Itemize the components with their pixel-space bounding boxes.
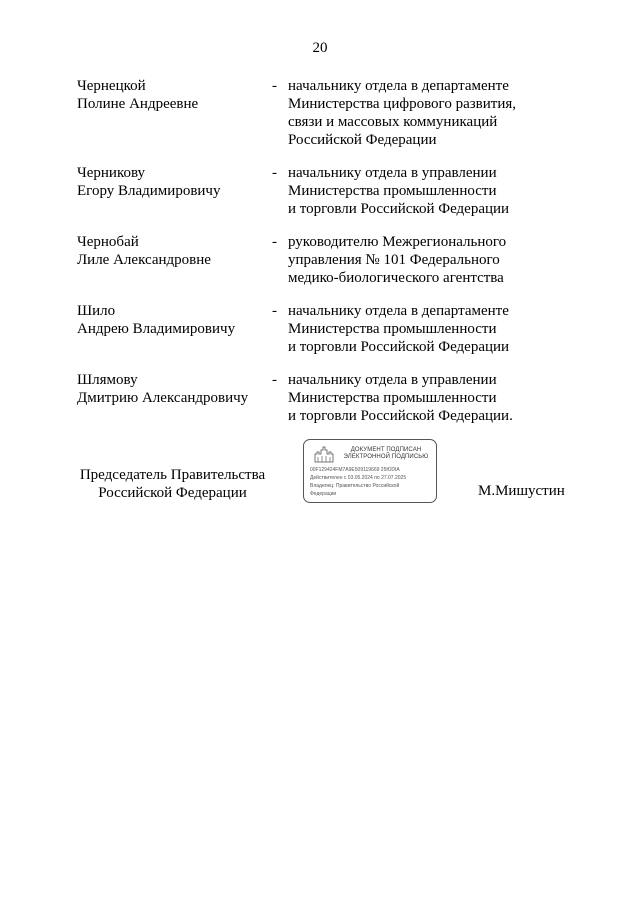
person-position	[288, 371, 608, 425]
certificate-owner-continued: Федерации	[310, 491, 337, 497]
position-line: связи и массовых коммуникаций	[288, 114, 498, 130]
person-surname: Чернобай	[77, 234, 139, 250]
certificate-owner: Владелец: Правительство Российской	[310, 483, 400, 489]
page-number: 20	[312, 40, 328, 56]
position-line: начальнику отдела в департаменте	[288, 78, 509, 94]
signer-name: М.Мишустин	[478, 483, 565, 499]
person-given-name: Егору Владимировичу	[77, 183, 221, 199]
signatory-title-line: Председатель Правительства	[79, 467, 266, 483]
signatory-title	[70, 466, 275, 502]
position-line: Российской Федерации	[288, 132, 437, 148]
certificate-validity: Действителен с 03.05.2024 по 27.07.2025	[310, 475, 407, 481]
stamp-details	[310, 466, 436, 498]
person-name	[77, 233, 267, 269]
person-surname: Чернецкой	[77, 78, 146, 94]
separator-dash: -	[272, 234, 277, 250]
person-given-name: Полине Андреевне	[77, 96, 199, 112]
person-position	[288, 164, 608, 218]
position-line: начальнику отдела в департаменте	[288, 303, 509, 319]
electronic-signature-stamp	[303, 439, 437, 503]
position-line: и торговли Российской Федерации	[288, 339, 510, 355]
person-name	[77, 77, 267, 113]
position-line: руководителю Межрегионального	[288, 234, 507, 250]
stamp-header-line: ДОКУМЕНТ ПОДПИСАН	[350, 447, 422, 453]
separator-dash: -	[272, 78, 277, 94]
person-position	[288, 233, 608, 287]
separator-dash: -	[272, 372, 277, 388]
person-given-name: Андрею Владимировичу	[77, 321, 236, 337]
position-line: Министерства промышленности	[288, 183, 497, 199]
position-line: Министерства цифрового развития,	[288, 96, 517, 112]
person-surname: Шило	[77, 303, 116, 319]
person-surname: Черникову	[77, 165, 146, 181]
position-line: Министерства промышленности	[288, 390, 497, 406]
coat-of-arms-icon	[313, 445, 335, 463]
separator-dash: -	[272, 303, 277, 319]
person-surname: Шлямову	[77, 372, 138, 388]
position-line: начальнику отдела в управлении	[288, 165, 497, 181]
position-line: и торговли Российской Федерации.	[288, 408, 513, 424]
stamp-header-line: ЭЛЕКТРОННОЙ ПОДПИСЬЮ	[343, 454, 429, 460]
position-line: начальнику отдела в управлении	[288, 372, 497, 388]
signatory-title-line: Российской Федерации	[98, 485, 247, 501]
person-given-name: Дмитрию Александровичу	[77, 390, 249, 406]
person-name	[77, 371, 267, 407]
person-name	[77, 164, 267, 200]
person-position	[288, 77, 608, 149]
certificate-serial: 00F129424FM7A9E509119669 25ЮDIA	[310, 467, 400, 473]
person-given-name: Лиле Александровне	[77, 252, 211, 268]
person-position	[288, 302, 608, 356]
position-line: Министерства промышленности	[288, 321, 497, 337]
position-line: и торговли Российской Федерации	[288, 201, 510, 217]
separator-dash: -	[272, 165, 277, 181]
person-name	[77, 302, 267, 338]
position-line: медико-биологического агентства	[288, 270, 504, 286]
position-line: управления № 101 Федерального	[288, 252, 500, 268]
stamp-header	[338, 447, 434, 461]
